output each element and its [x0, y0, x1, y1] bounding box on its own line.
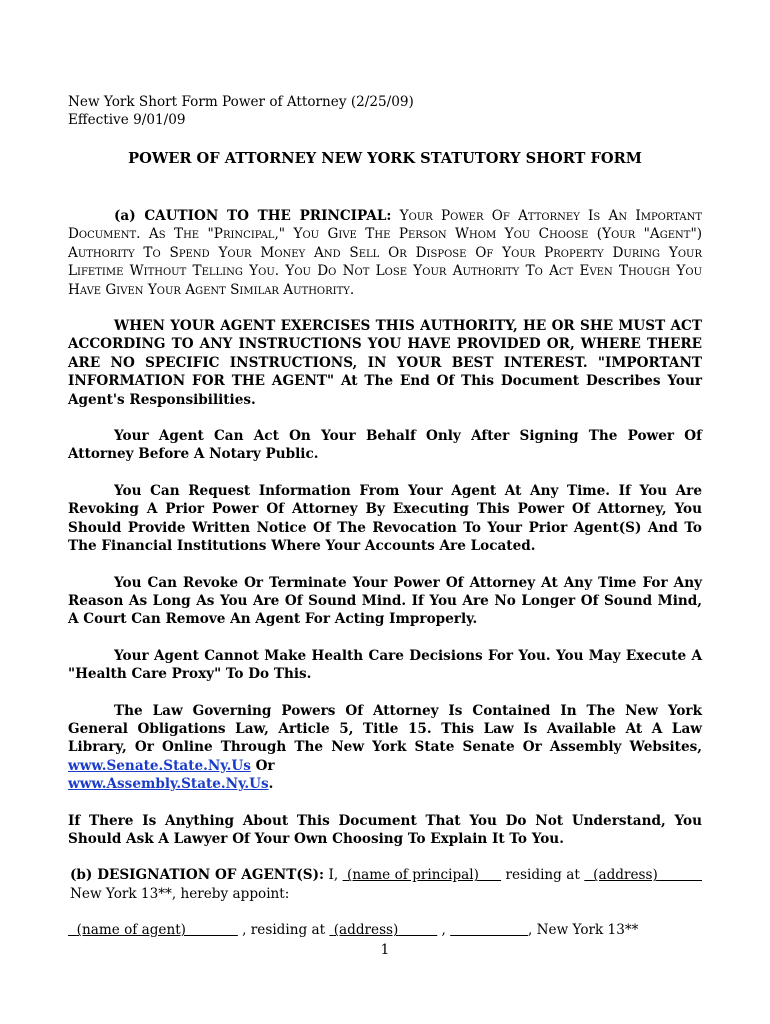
request-information-paragraph: You Can Request Information From Your Agent At Any Time. If You Are Revoking A Prior Power Of Attorney By Executing This Power Of Attorney, You Should Provide Written Notice Of The Revocation To Your Prior Agent(S) And To The Financial Institutions Where Your Accounts Are Located.	[68, 482, 702, 555]
agent-sep: ,	[437, 922, 451, 939]
page-number: 1	[380, 942, 390, 958]
revoke-paragraph: You Can Revoke Or Terminate Your Power Of Attorney At Any Time For Any Reason As Long As You Are Of Sound Mind. If You Are No Longer Of Sound Mind, A Court Can Remove An Agent For Acting Improperly.	[68, 574, 702, 628]
agent-name-placeholder: (name of agent)	[76, 922, 186, 939]
caution-label: (a) CAUTION TO THE PRINCIPAL:	[114, 208, 392, 224]
law-paragraph	[68, 702, 702, 794]
principal-name-placeholder: (name of principal)	[347, 867, 479, 884]
agent-city-field[interactable]	[450, 922, 528, 938]
caution-text: Your Power Of Attorney Is An Important Document. As The "Principal," You Give The Person Whom You Choose (Your "Agent") Authority To Spend Your Money And Sell Or Dispose Of Your Property During Your Lifetime Without Telling You. You Do Not Lose Your Authority To Act Even Though You Have Given Your Agent Similar Authority.	[68, 208, 702, 298]
agent-residing: , residing at	[237, 922, 330, 939]
document-header	[68, 93, 708, 130]
effective-date-line: Effective 9/01/09	[68, 112, 186, 129]
law-end: .	[268, 776, 274, 793]
principal-address-placeholder: (address)	[593, 867, 658, 884]
agent-address-field[interactable]	[329, 922, 437, 938]
agent-name-field[interactable]	[68, 922, 238, 938]
health-care-paragraph: Your Agent Cannot Make Health Care Decisions For You. You May Execute A "Health Care Proxy" To Do This.	[68, 647, 702, 683]
principal-address-field[interactable]	[584, 867, 702, 883]
document-title: POWER OF ATTORNEY NEW YORK STATUTORY SHORT FORM	[128, 150, 642, 167]
designation-rest: New York 13**, hereby appoint:	[70, 885, 290, 902]
agent-authority-paragraph: WHEN YOUR AGENT EXERCISES THIS AUTHORITY, HE OR SHE MUST ACT ACCORDING TO ANY INSTRUCTIONS YOU HAVE PROVIDED OR, WHERE THERE ARE NO SPECIFIC INSTRUCTIONS, IN YOUR BEST INTEREST. "IMPORTANT INFORMATION FOR THE AGENT" At The End Of This Document Describes Your Agent's Responsibilities.	[68, 318, 702, 408]
form-version-line: New York Short Form Power of Attorney (2/25/09)	[68, 94, 414, 110]
law-text: The Law Governing Powers Of Attorney Is Contained In The New York General Obligations Law, Article 5, Title 15. This Law Is Available At A Law Library, Or Online Through The New York State Senate Or Assembly Websites,	[68, 702, 702, 756]
agent-address-placeholder: (address)	[333, 922, 399, 939]
agent-line	[68, 921, 702, 939]
designation-paragraph	[68, 866, 702, 903]
designation-label: (b) DESIGNATION OF AGENT(S):	[70, 867, 325, 884]
agent-end: , New York 13**	[527, 922, 639, 939]
assembly-link[interactable]: www.Assembly.State.Ny.Us	[68, 776, 269, 793]
ask-lawyer-paragraph: If There Is Anything About This Document That You Do Not Understand, You Should Ask A Lawyer Of Your Own Choosing To Explain It To You.	[68, 812, 702, 847]
principal-name-field[interactable]	[343, 867, 501, 883]
caution-paragraph	[68, 207, 702, 299]
designation-i: I,	[324, 867, 343, 884]
senate-link[interactable]: www.Senate.State.Ny.Us	[68, 757, 251, 774]
designation-residing: residing at	[501, 867, 585, 884]
document-body	[68, 207, 702, 958]
notary-paragraph: Your Agent Can Act On Your Behalf Only After Signing The Power Of Attorney Before A Notary Public.	[68, 428, 702, 463]
law-or: Or	[250, 757, 275, 774]
